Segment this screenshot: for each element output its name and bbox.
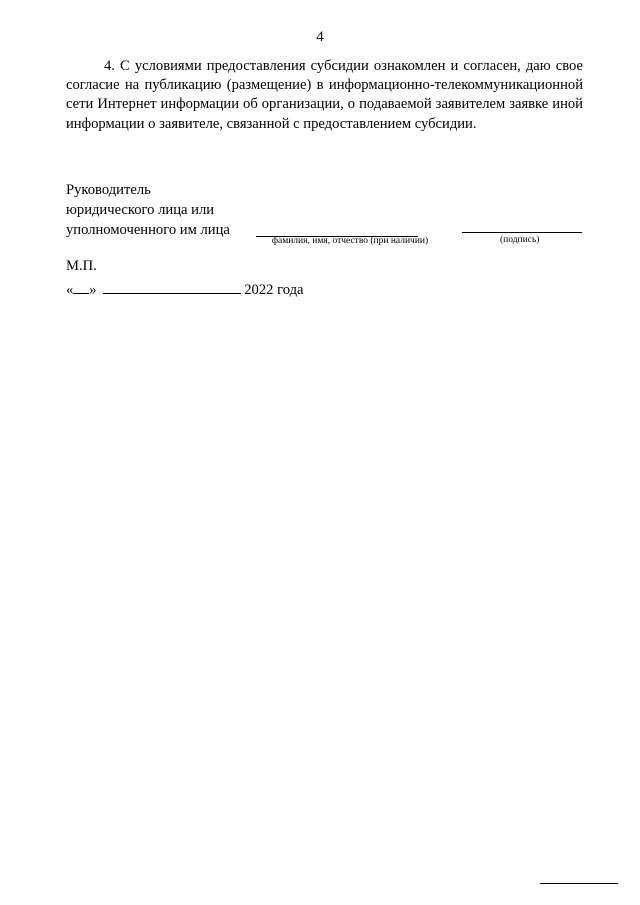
- signature-caption: (подпись): [500, 235, 540, 245]
- date-line: [66, 279, 304, 299]
- page-number: 4: [316, 29, 324, 45]
- day-blank: [73, 279, 89, 294]
- signer-line-3: уполномоченного им лица: [66, 222, 230, 238]
- footer-rule: [540, 883, 618, 884]
- month-blank: [103, 279, 241, 294]
- name-caption: фамилия, имя, отчество (при наличии): [271, 236, 429, 246]
- seal-label: М.П.: [66, 258, 97, 274]
- date-close-quote: »: [89, 282, 97, 298]
- signer-line-1: Руководитель: [66, 182, 151, 198]
- signer-line-2: юридического лица или: [66, 202, 215, 218]
- consent-paragraph: 4. С условиями предоставления субсидии ознакомлен и согласен, даю свое согласие на публикацию (размещение) в информационно-телекоммуникационной сети Интернет информации об организации, о подаваемой заявителем заявке иной информации о заявителе, связанной с предоставлением субсидии.: [66, 58, 583, 132]
- signer-block: [66, 180, 230, 240]
- signature-line: [462, 232, 582, 233]
- date-open-quote: «: [66, 282, 74, 298]
- date-year: 2022 года: [244, 282, 304, 298]
